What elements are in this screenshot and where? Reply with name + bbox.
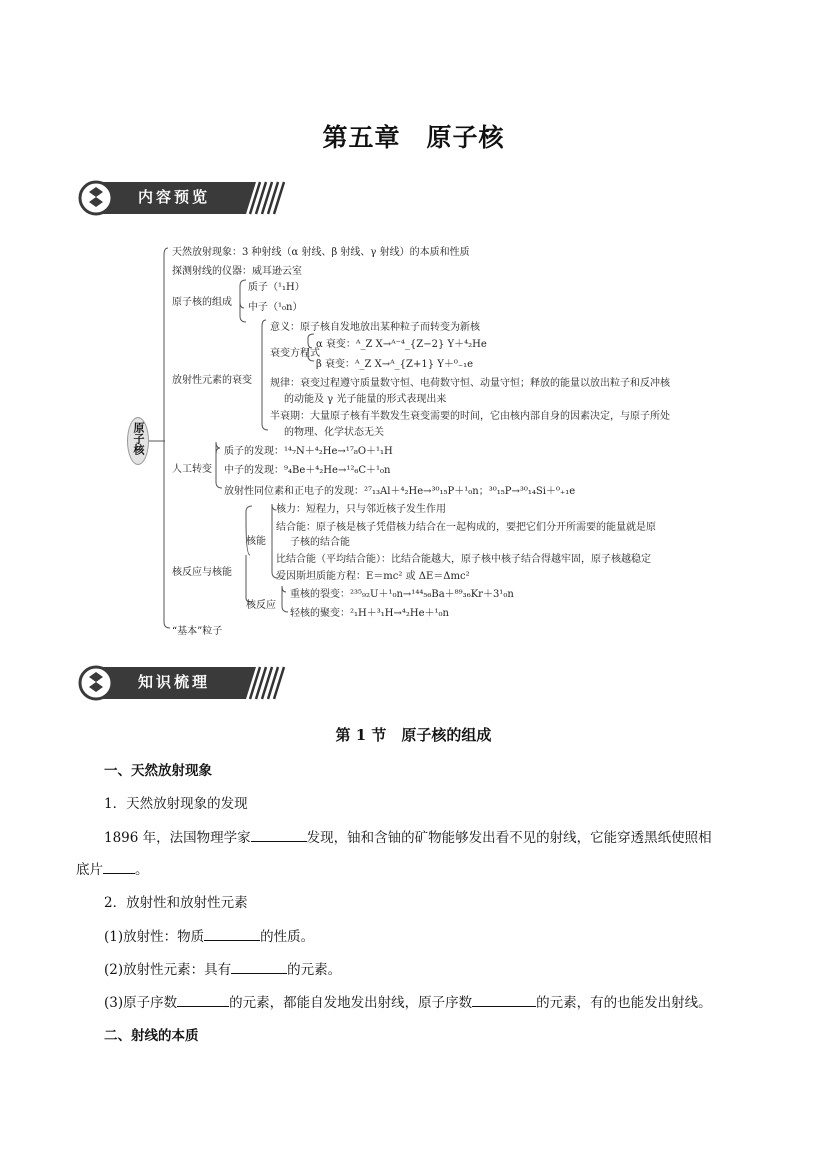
item-text: 的元素，有的也能发出射线。 xyxy=(536,995,712,1011)
composition-node: 原子核的组成 xyxy=(172,297,232,308)
artificial-node: 人工转变 xyxy=(172,464,212,475)
item-radioactive-element xyxy=(104,958,341,978)
item-atomic-number xyxy=(104,991,712,1011)
answer-blank[interactable] xyxy=(472,994,536,1007)
preview-banner-label: 内容预览 xyxy=(138,188,211,206)
item-text: (2)放射性元素：具有 xyxy=(104,962,232,978)
subheading-radioactivity: 2．放射性和放射性元素 xyxy=(104,895,248,911)
heading-natural-radiation: 一、天然放射现象 xyxy=(104,763,212,779)
mindmap-root-label: 原子核 xyxy=(132,422,145,455)
paragraph-text: 底片 xyxy=(76,862,103,878)
decay-node: 放射性元素的衰变 xyxy=(172,375,252,386)
paragraph-text: 。 xyxy=(135,862,149,878)
neutron-discovery-node: 中子的发现：⁹₄Be＋⁴₂He→¹²₆C＋¹₀n xyxy=(224,465,391,476)
fission-node: 重核的裂变：²³⁵₉₂U＋¹₀n→¹⁴⁴₅₆Ba＋⁸⁹₃₆Kr＋3¹₀n xyxy=(290,589,514,600)
reaction-node: 核反应 xyxy=(246,600,276,611)
mindmap-root xyxy=(127,417,149,465)
paragraph-discovery-cont xyxy=(76,858,149,878)
fusion-node: 轻核的聚变：²₁H＋³₁H→⁴₂He＋¹₀n xyxy=(290,608,449,619)
item-text: 的元素，都能自发地发出射线，原子序数 xyxy=(229,995,473,1011)
neutron-node: 中子（¹₀n） xyxy=(248,302,303,313)
decay-equation-label: 衰变方程式 xyxy=(270,348,320,359)
paragraph-text: 发现，铀和含铀的矿物能够发出看不见的射线，它能穿透黑纸使照相 xyxy=(306,830,712,846)
binding-energy-node: 结合能：原子核是核子凭借核力结合在一起构成的，要把它们分开所需要的能量就是原 xyxy=(276,522,656,533)
item-text: 的元素。 xyxy=(287,962,342,978)
alpha-decay-node: α 衰变：ᴬ_Z X→ᴬ⁻⁴_{Z−2} Y＋⁴₂He xyxy=(316,339,487,350)
item-radioactivity xyxy=(104,925,314,945)
subheading-discovery: 1．天然放射现象的发现 xyxy=(104,796,248,812)
item-text: (1)放射性：物质 xyxy=(104,929,205,945)
answer-blank[interactable] xyxy=(251,829,307,842)
proton-node: 质子（¹₁H） xyxy=(248,282,305,293)
answer-blank[interactable] xyxy=(177,994,229,1007)
beta-decay-node: β 衰变：ᴬ_Z X→ᴬ_{Z+1} Y＋⁰₋₁e xyxy=(316,359,474,370)
einstein-node: 爱因斯坦质能方程：E＝mc² 或 ΔE＝Δmc² xyxy=(276,571,470,582)
item-text: 的性质。 xyxy=(260,929,315,945)
specific-binding-node: 比结合能（平均结合能）：比结合能越大，原子核中核子结合得越牢固，原子核越稳定 xyxy=(276,554,651,565)
binding-energy-cont: 子核的结合能 xyxy=(290,537,350,548)
decay-law-node: 规律：衰变过程遵守质量数守恒、电荷数守恒、动量守恒；释放的能量以放出粒子和反冲核 xyxy=(270,378,670,389)
paragraph-discovery xyxy=(104,826,712,846)
proton-discovery-node: 质子的发现：¹⁴₇N＋⁴₂He→¹⁷₈O＋¹₁H xyxy=(224,446,393,457)
knowledge-banner-label: 知识梳理 xyxy=(138,673,211,691)
item-text: (3)原子序数 xyxy=(104,995,178,1011)
knowledge-banner xyxy=(76,663,290,703)
nuclear-force-node: 核力：短程力，只与邻近核子发生作用 xyxy=(276,504,446,515)
basic-particle-node: “基本”粒子 xyxy=(172,626,223,637)
decay-law-cont: 的动能及 γ 光子能量的形式表现出来 xyxy=(284,394,447,405)
section-title: 第 1 节 原子核的组成 xyxy=(335,726,492,744)
nuclear-energy-node: 核能 xyxy=(246,536,266,547)
detector-node: 探测射线的仪器：威耳逊云室 xyxy=(172,266,302,277)
answer-blank[interactable] xyxy=(103,861,135,874)
answer-blank[interactable] xyxy=(231,961,287,974)
heading-ray-nature: 二、射线的本质 xyxy=(104,1028,199,1044)
paragraph-text: 1896 年，法国物理学家 xyxy=(104,830,251,846)
decay-meaning-node: 意义：原子核自发地放出某种粒子而转变为新核 xyxy=(270,322,480,333)
natural-radiation-node: 天然放射现象：3 种射线（α 射线、β 射线、γ 射线）的本质和性质 xyxy=(172,247,470,258)
isotope-discovery-node: 放射性同位素和正电子的发现：²⁷₁₃Al＋⁴₂He→³⁰₁₅P＋¹₀n；³⁰₁₅P→³⁰₁₄Si＋⁰₊₁e xyxy=(224,486,576,497)
halflife-node: 半衰期：大量原子核有半数发生衰变需要的时间，它由核内部自身的因素决定，与原子所处 xyxy=(270,411,670,422)
chapter-title: 第五章 原子核 xyxy=(322,123,505,152)
answer-blank[interactable] xyxy=(204,928,260,941)
nuclear-reaction-node: 核反应与核能 xyxy=(172,567,232,578)
halflife-cont: 的物理、化学状态无关 xyxy=(284,427,384,438)
